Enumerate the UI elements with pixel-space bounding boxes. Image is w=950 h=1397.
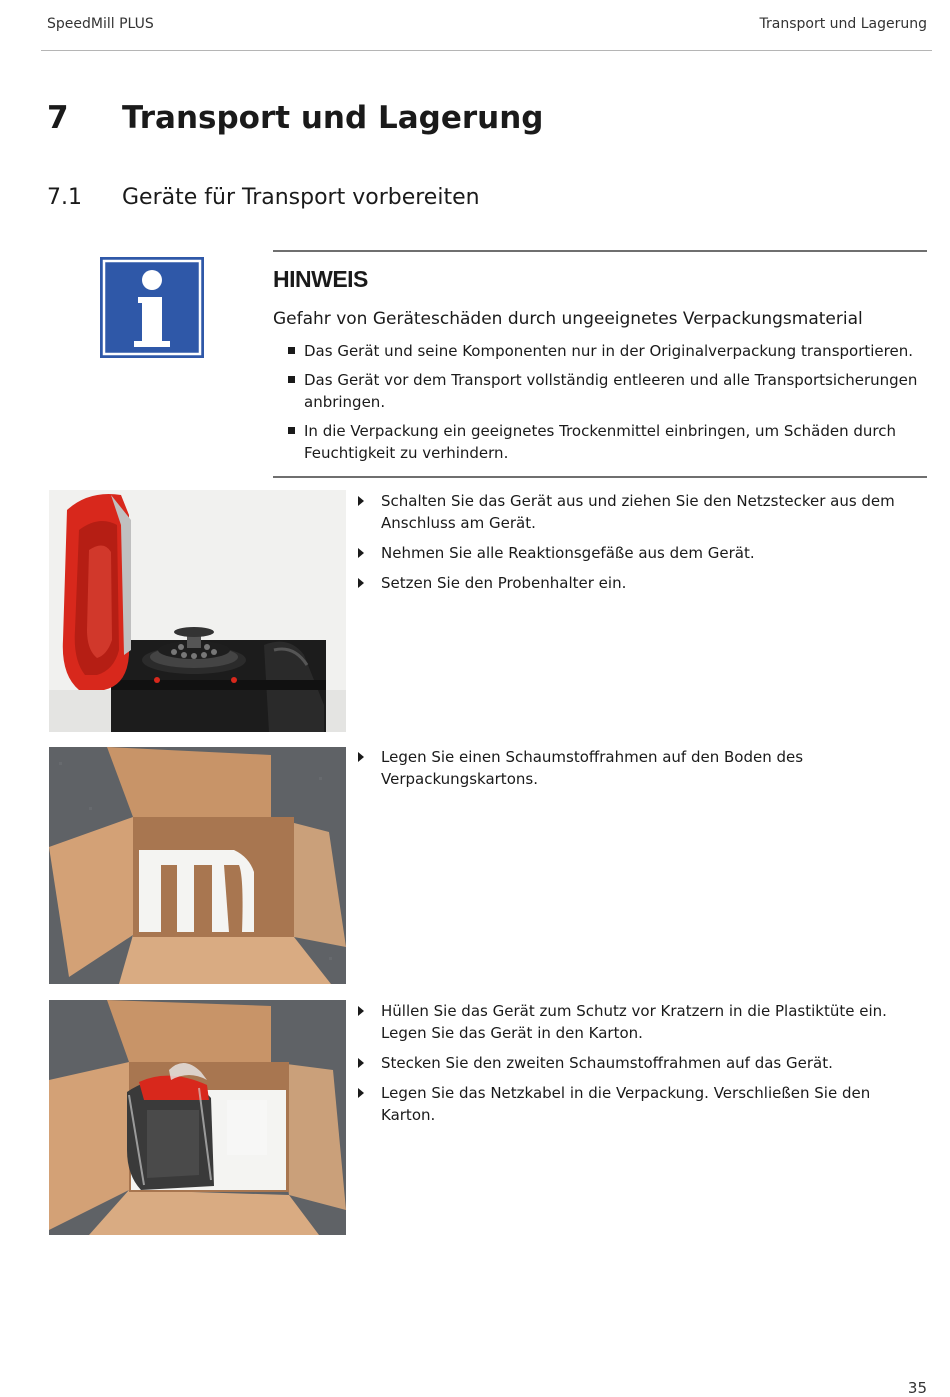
arrow-bullet-icon bbox=[358, 578, 364, 588]
step-item: Stecken Sie den zweiten Schaumstoffrahmen auf das Gerät. bbox=[357, 1052, 927, 1074]
step-item: Setzen Sie den Probenhalter ein. bbox=[357, 572, 927, 594]
square-bullet-icon bbox=[288, 376, 295, 383]
arrow-bullet-icon bbox=[358, 1058, 364, 1068]
arrow-bullet-icon bbox=[358, 752, 364, 762]
notice-subtitle: Gefahr von Geräteschäden durch ungeeignetes Verpackungsmaterial bbox=[273, 309, 863, 329]
arrow-bullet-icon bbox=[358, 1088, 364, 1098]
chapter-number: 7 bbox=[47, 100, 69, 136]
steps-list-1 bbox=[357, 490, 927, 602]
notice-item: In die Verpackung ein geeignetes Trockenmittel einbringen, um Schäden durch Feuchtigkeit zu verhindern. bbox=[286, 420, 926, 464]
info-icon bbox=[100, 257, 204, 358]
section-title: Geräte für Transport vorbereiten bbox=[122, 185, 480, 210]
header-divider bbox=[41, 50, 932, 51]
step-item: Nehmen Sie alle Reaktionsgefäße aus dem Gerät. bbox=[357, 542, 927, 564]
notice-item: Das Gerät und seine Komponenten nur in der Originalverpackung transportieren. bbox=[286, 340, 926, 362]
steps-list-3 bbox=[357, 1000, 927, 1134]
notice-bottom-rule bbox=[273, 476, 927, 478]
arrow-bullet-icon bbox=[358, 496, 364, 506]
step-item: Legen Sie das Netzkabel in die Verpackung. Verschließen Sie den Karton. bbox=[357, 1082, 927, 1126]
step-item: Legen Sie einen Schaumstoffrahmen auf den Boden des Verpackungskartons. bbox=[357, 746, 927, 790]
section-number: 7.1 bbox=[47, 185, 82, 210]
notice-top-rule bbox=[273, 250, 927, 252]
arrow-bullet-icon bbox=[358, 1006, 364, 1016]
photo-device-open-lid bbox=[49, 490, 346, 732]
square-bullet-icon bbox=[288, 427, 295, 434]
photo-device-in-box bbox=[49, 1000, 346, 1235]
step-item: Schalten Sie das Gerät aus und ziehen Sie den Netzstecker aus dem Anschluss am Gerät. bbox=[357, 490, 927, 534]
notice-item: Das Gerät vor dem Transport vollständig entleeren und alle Transportsicherungen anbringen. bbox=[286, 369, 926, 413]
page-header bbox=[47, 16, 927, 36]
steps-list-2 bbox=[357, 746, 927, 798]
page-number: 35 bbox=[907, 1379, 927, 1397]
chapter-title: Transport und Lagerung bbox=[122, 100, 544, 136]
photo-box-foam-frame bbox=[49, 747, 346, 984]
notice-list bbox=[286, 340, 926, 471]
arrow-bullet-icon bbox=[358, 548, 364, 558]
header-chapter-name: Transport und Lagerung bbox=[759, 16, 927, 32]
header-product-name: SpeedMill PLUS bbox=[47, 16, 154, 32]
notice-title: HINWEIS bbox=[273, 266, 368, 292]
step-item: Hüllen Sie das Gerät zum Schutz vor Kratzern in die Plastiktüte ein. Legen Sie das Gerät in den Karton. bbox=[357, 1000, 927, 1044]
square-bullet-icon bbox=[288, 347, 295, 354]
